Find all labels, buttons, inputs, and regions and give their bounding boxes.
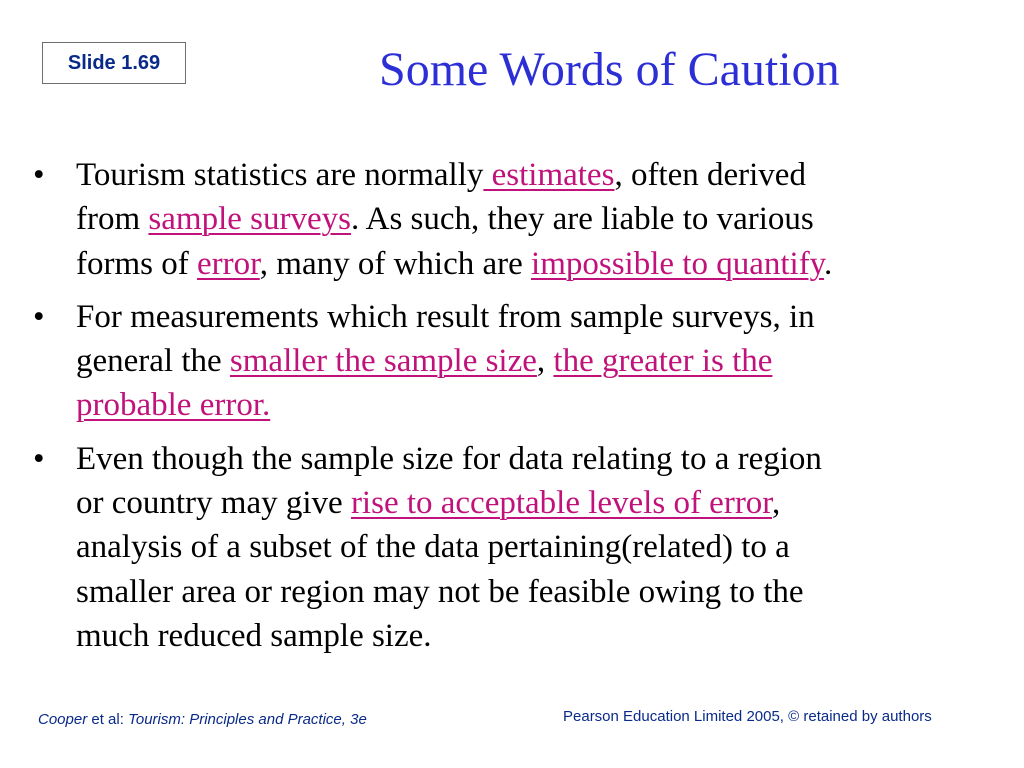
bullet-line: [76, 383, 1005, 427]
text-segment: For measurements which result from sample surveys, in: [76, 298, 815, 335]
highlighted-term: estimates: [483, 157, 615, 193]
highlighted-term: probable error.: [76, 387, 271, 424]
bullet-line: [76, 614, 1005, 658]
text-segment: smaller area or region may not be feasible owing to the: [76, 573, 804, 610]
bullet-line: [76, 437, 1005, 481]
slide-number-label: Slide 1.69: [67, 51, 161, 74]
text-segment: ,: [536, 343, 554, 380]
highlighted-term: error: [196, 245, 260, 282]
text-segment: , often derived: [614, 157, 806, 193]
bullet-line: [76, 570, 1005, 614]
highlighted-term: the greater is the: [553, 343, 773, 380]
bullet-line: [76, 242, 1005, 286]
bullet-item: [30, 437, 1005, 658]
text-segment: ,: [771, 485, 781, 522]
footer-copyright: Pearson Education Limited 2005, © retained by authors: [563, 708, 932, 725]
slide-number-badge: [42, 42, 186, 84]
footer-citation: [38, 711, 367, 728]
bullet-line: [76, 525, 1005, 569]
slide-title: Some Words of Caution: [379, 43, 840, 96]
highlighted-term: sample surveys: [148, 201, 351, 238]
text-segment: much reduced sample size.: [76, 617, 432, 654]
text-segment: general the: [76, 343, 230, 380]
bullet-line: [76, 295, 1005, 339]
bullet-list: [30, 153, 1005, 667]
highlighted-term: smaller the sample size: [229, 343, 537, 380]
highlighted-term: impossible to quantify: [531, 245, 825, 282]
bullet-marker: •: [33, 157, 45, 193]
bullet-item: [30, 153, 1005, 286]
text-segment: forms of: [76, 245, 197, 282]
text-segment: Even though the sample size for data relating to a region: [76, 440, 822, 477]
citation-author: Cooper: [38, 711, 88, 728]
text-segment: , many of which are: [259, 245, 532, 282]
bullet-line: [76, 153, 1005, 197]
text-segment: . As such, they are liable to various: [350, 201, 814, 238]
citation-book-title: Tourism: Principles and Practice, 3e: [128, 711, 367, 728]
text-segment: or country may give: [76, 485, 351, 522]
bullet-line: [76, 197, 1005, 241]
bullet-item: [30, 295, 1005, 428]
bullet-marker: •: [33, 298, 45, 335]
bullet-line: [76, 339, 1005, 383]
text-segment: analysis of a subset of the data pertaining(related) to a: [76, 529, 790, 566]
text-segment: from: [76, 201, 149, 238]
text-segment: .: [824, 245, 833, 282]
highlighted-term: rise to acceptable levels of error: [350, 485, 772, 522]
citation-etal: et al:: [87, 711, 129, 728]
text-segment: Tourism statistics are normally: [76, 157, 484, 193]
bullet-marker: •: [33, 440, 45, 477]
bullet-line: [76, 481, 1005, 525]
